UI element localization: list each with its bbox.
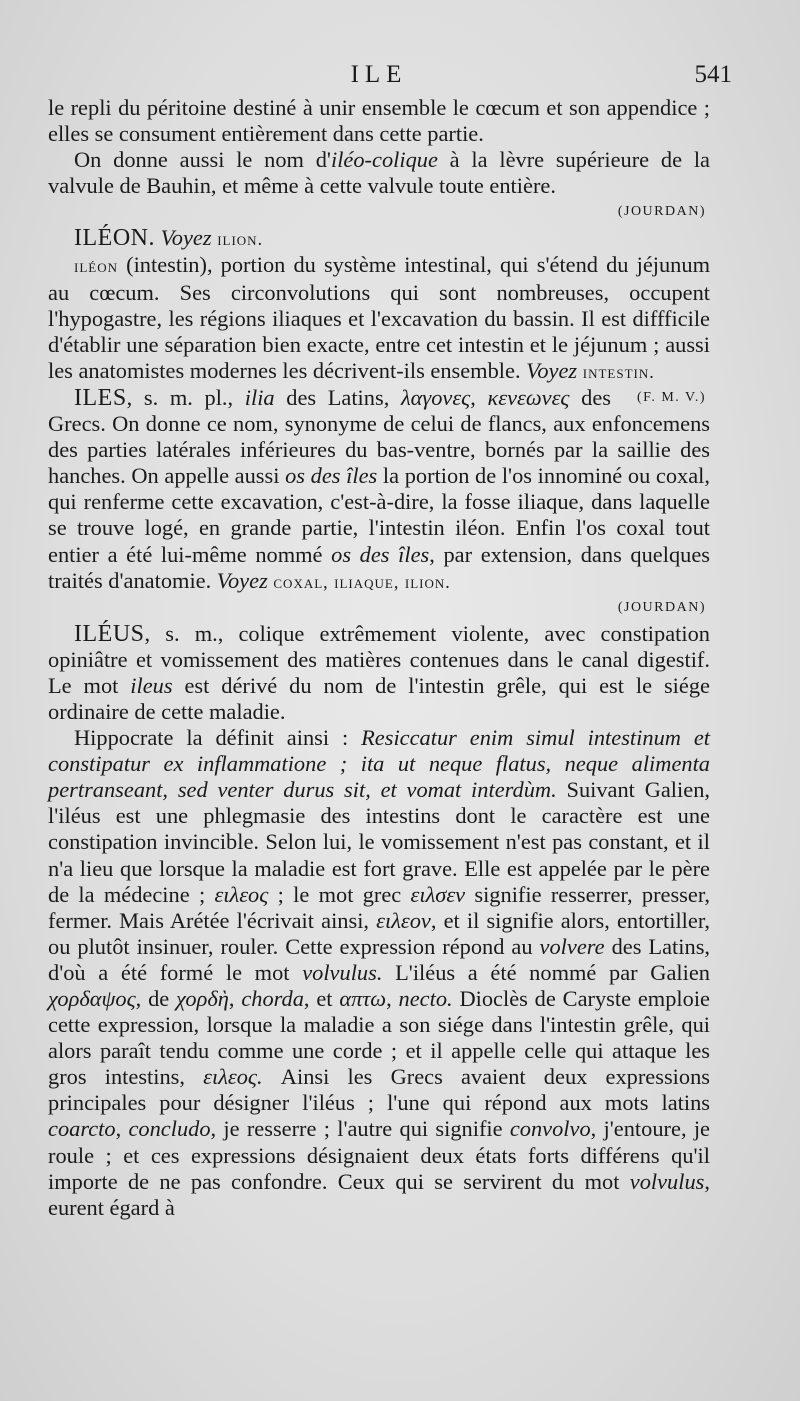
entry-ileon-crossref: ILÉON. Voyez ilion. [74, 225, 264, 252]
cross-reference: intestin. [582, 361, 655, 382]
paragraph-hippocrate: Hippocrate la définit ainsi : Resiccatur enim simul intestinum et constipatur ex inflammatione ; ita ut neque flatus, neque alimenta pertranseant, sed venter durus sit, et vomat interdùm. Suivant Galien, l'iléus est une phlegmasie des intestins dont le caractère est une constipation invincible. Selon lui, le vomissement n'est pas constant, et il n'a lieu que lorsque la maladie est fort grave. Elle est appelée par le père de la médecine ; ειλεος ; le mot grec ειλσεν signifie resserrer, presser, fermer. Mais Arétée l'écrivait ainsi, ειλεον, et il signifie alors, entortiller, ou plutôt insinuer, rouler. Cette expression répond au volvere des Latins, d'où a été formé le mot volvulus. L'iléus a été nommé par Galien χορδαψος, de χορδὴ, chorda, et απτω, necto. Dioclès de Caryste emploie cette expression, lorsque la maladie a son siége dans l'intestin grêle, qui alors paraît tendu comme une corde ; et il appelle celle qui attaque les gros intestins, ειλεος. Ainsi les Grecs avaient deux expressions principales pour désigner l'iléus ; l'une qui répond aux mots latins coarcto, concludo, je resserre ; l'autre qui signifie convolvo, j'entoure, je roule ; et ces expressions désignaient deux états forts différens qu'il importe de ne pas confondre. Ceux qui se servirent du mot volvulus, eurent égard à [48, 725, 710, 1220]
paragraph-continuation: le repli du péritoine destiné à unir ensemble le cœcum et son appendice ; elles se consument entièrement dans cette partie. [48, 95, 710, 147]
entry-headword: ILES [74, 384, 127, 411]
page-number: 541 [694, 61, 732, 88]
page-body [48, 95, 710, 1221]
entry-ileon-intestin: iléon (intestin), portion du système intestinal, qui s'étend du jéjunum au cœcum. Ses circonvolutions qui sont nombreuses, occupent l'hypogastre, les régions iliaques et l'excavation du bassin. Il est diffficile d'établir une séparation bien exacte, entre cet intestin et le jéjunum ; aussi les anatomistes modernes les décrivent-ils ensemble. Voyez intestin. (F. M. V.) [48, 252, 710, 384]
running-head: ILE [350, 61, 408, 88]
author-signature: (F. M. V.) [637, 389, 706, 405]
page-header [48, 55, 732, 95]
cross-reference: ilion. [217, 229, 264, 250]
entry-ileus: ILÉUS, s. m., colique extrêmement violente, avec constipation opiniâtre et vomissement des matières contenues dans le canal digestif. Le mot ileus est dérivé du nom de l'intestin grêle, qui est le siége ordinaire de cette maladie. [48, 620, 710, 724]
author-signature: (JOURDAN) [617, 599, 706, 615]
author-signature: (JOURDAN) [617, 204, 706, 220]
paragraph-ileo-colique: On donne aussi le nom d'iléo-colique à la lèvre supérieure de la valvule de Bauhin, et même à cette valvule toute entière. [48, 147, 710, 199]
entry-headword: ILÉON. [74, 225, 155, 252]
entry-headword: iléon [74, 256, 118, 277]
entry-iles: ILES, s. m. pl., ilia des Latins, λαγονες, κενεωνες des Grecs. On donne ce nom, synonyme de celui de flancs, aux enfoncemens des parties latérales inférieures du bas-ventre, bornés par la saillie des hanches. On appelle aussi os des îles la portion de l'os innominé ou coxal, qui renferme cette excavation, c'est-à-dire, la fosse iliaque, dans laquelle se trouve logé, en grande partie, l'intestin iléon. Enfin l'os coxal tout entier a été lui-même nommé os des îles, par extension, dans quelques traités d'anatomie. Voyez coxal, iliaque, ilion. [48, 384, 711, 593]
cross-reference: coxal, iliaque, ilion. [273, 571, 451, 592]
entry-headword: ILÉUS [74, 620, 145, 647]
